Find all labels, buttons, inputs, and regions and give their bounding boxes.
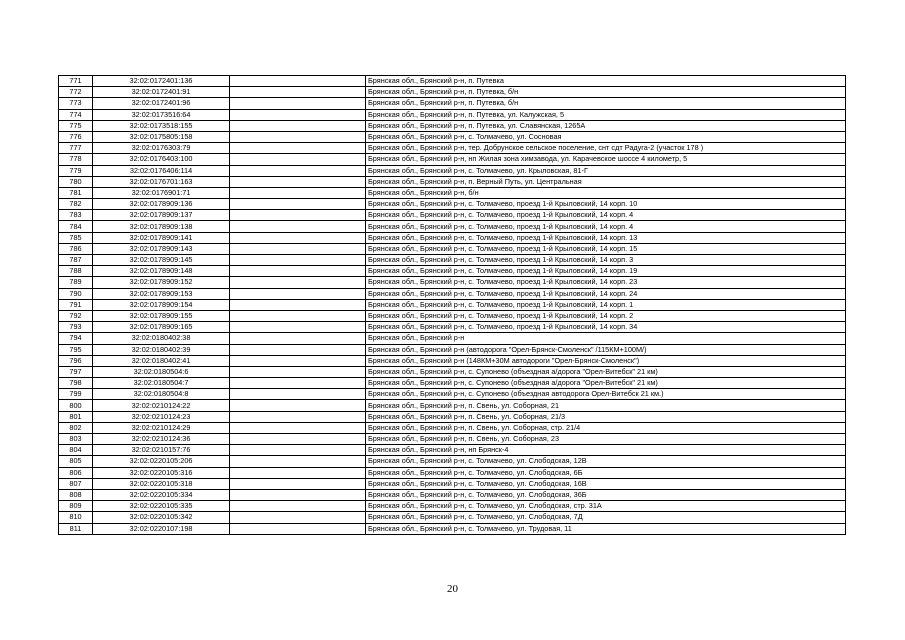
empty-cell: [230, 445, 366, 456]
row-number-cell: 771: [59, 76, 93, 87]
empty-cell: [230, 400, 366, 411]
address-cell: Брянская обл., Брянский р-н (автодорога "Орел-Брянск-Смоленск" /115КМ+100М/): [366, 344, 846, 355]
empty-cell: [230, 288, 366, 299]
cadastral-number-cell: 32:02:0178909:148: [93, 266, 230, 277]
address-cell: Брянская обл., Брянский р-н, с. Толмачево, проезд 1-й Крыловский, 14 корп. 10: [366, 199, 846, 210]
cadastral-number-cell: 32:02:0173518:155: [93, 120, 230, 131]
cadastral-number-cell: 32:02:0220105:334: [93, 489, 230, 500]
empty-cell: [230, 355, 366, 366]
cadastral-number-cell: 32:02:0220107:198: [93, 523, 230, 534]
row-number-cell: 801: [59, 411, 93, 422]
cadastral-number-cell: 32:02:0176403:100: [93, 154, 230, 165]
address-cell: Брянская обл., Брянский р-н, с. Толмачево, ул. Слободская, 7Д: [366, 512, 846, 523]
cadastral-number-cell: 32:02:0220105:342: [93, 512, 230, 523]
empty-cell: [230, 299, 366, 310]
address-cell: Брянская обл., Брянский р-н, с. Супонево (объездная а/дорога "Орел-Витебск" 21 км): [366, 366, 846, 377]
cadastral-number-cell: 32:02:0178909:153: [93, 288, 230, 299]
empty-cell: [230, 143, 366, 154]
cadastral-number-cell: 32:02:0210124:22: [93, 400, 230, 411]
table-row: [59, 255, 846, 266]
row-number-cell: 805: [59, 456, 93, 467]
row-number-cell: 778: [59, 154, 93, 165]
table-row: [59, 176, 846, 187]
address-cell: Брянская обл., Брянский р-н, п. Верный Путь, ул. Центральная: [366, 176, 846, 187]
table-row: [59, 467, 846, 478]
address-cell: Брянская обл., Брянский р-н, п. Свень, ул. Соборная, 21/3: [366, 411, 846, 422]
empty-cell: [230, 87, 366, 98]
empty-cell: [230, 523, 366, 534]
empty-cell: [230, 98, 366, 109]
table-row: [59, 355, 846, 366]
table-row: [59, 389, 846, 400]
empty-cell: [230, 277, 366, 288]
cadastral-number-cell: 32:02:0210124:36: [93, 434, 230, 445]
table-body: [59, 76, 846, 535]
row-number-cell: 792: [59, 310, 93, 321]
address-cell: Брянская обл., Брянский р-н, п. Путевка, ул. Славянская, 1265А: [366, 120, 846, 131]
cadastral-number-cell: 32:02:0178909:152: [93, 277, 230, 288]
empty-cell: [230, 76, 366, 87]
table-row: [59, 489, 846, 500]
row-number-cell: 796: [59, 355, 93, 366]
cadastral-number-cell: 32:02:0178909:141: [93, 232, 230, 243]
empty-cell: [230, 310, 366, 321]
table-row: [59, 378, 846, 389]
table-row: [59, 232, 846, 243]
address-cell: Брянская обл., Брянский р-н, с. Толмачево, проезд 1-й Крыловский, 14 корп. 3: [366, 255, 846, 266]
cadastral-number-cell: 32:02:0220105:335: [93, 501, 230, 512]
table-row: [59, 266, 846, 277]
cadastral-number-cell: 32:02:0178909:145: [93, 255, 230, 266]
address-cell: Брянская обл., Брянский р-н, с. Толмачево, проезд 1-й Крыловский, 14 корп. 23: [366, 277, 846, 288]
row-number-cell: 790: [59, 288, 93, 299]
empty-cell: [230, 333, 366, 344]
table-row: [59, 288, 846, 299]
table-row: [59, 143, 846, 154]
address-cell: Брянская обл., Брянский р-н, с. Толмачево, проезд 1-й Крыловский, 14 корп. 4: [366, 221, 846, 232]
row-number-cell: 780: [59, 176, 93, 187]
address-cell: Брянская обл., Брянский р-н, с. Толмачево, ул. Трудовая, 11: [366, 523, 846, 534]
empty-cell: [230, 434, 366, 445]
address-cell: Брянская обл., Брянский р-н, с. Толмачево, проезд 1-й Крыловский, 14 корп. 24: [366, 288, 846, 299]
empty-cell: [230, 489, 366, 500]
row-number-cell: 794: [59, 333, 93, 344]
row-number-cell: 779: [59, 165, 93, 176]
row-number-cell: 789: [59, 277, 93, 288]
table-row: [59, 243, 846, 254]
cadastral-number-cell: 32:02:0180504:8: [93, 389, 230, 400]
empty-cell: [230, 422, 366, 433]
empty-cell: [230, 187, 366, 198]
table-row: [59, 199, 846, 210]
empty-cell: [230, 221, 366, 232]
cadastral-number-cell: 32:02:0176303:79: [93, 143, 230, 154]
row-number-cell: 776: [59, 131, 93, 142]
row-number-cell: 807: [59, 478, 93, 489]
row-number-cell: 783: [59, 210, 93, 221]
address-cell: Брянская обл., Брянский р-н, п. Свень, ул. Соборная, стр. 21/4: [366, 422, 846, 433]
empty-cell: [230, 109, 366, 120]
table-row: [59, 322, 846, 333]
table-row: [59, 310, 846, 321]
empty-cell: [230, 322, 366, 333]
row-number-cell: 782: [59, 199, 93, 210]
empty-cell: [230, 478, 366, 489]
row-number-cell: 806: [59, 467, 93, 478]
address-cell: Брянская обл., Брянский р-н, п. Путевка: [366, 76, 846, 87]
cadastral-number-cell: 32:02:0210124:29: [93, 422, 230, 433]
empty-cell: [230, 378, 366, 389]
address-cell: Брянская обл., Брянский р-н, п. Свень, ул. Соборная, 23: [366, 434, 846, 445]
row-number-cell: 803: [59, 434, 93, 445]
cadastral-number-cell: 32:02:0178909:143: [93, 243, 230, 254]
cadastral-number-cell: 32:02:0180504:7: [93, 378, 230, 389]
row-number-cell: 777: [59, 143, 93, 154]
table-row: [59, 344, 846, 355]
cadastral-number-cell: 32:02:0178909:154: [93, 299, 230, 310]
address-cell: Брянская обл., Брянский р-н, п. Путевка, ул. Калужская, 5: [366, 109, 846, 120]
cadastral-number-cell: 32:02:0172401:136: [93, 76, 230, 87]
cadastral-number-cell: 32:02:0176901:71: [93, 187, 230, 198]
cadastral-number-cell: 32:02:0172401:91: [93, 87, 230, 98]
table-row: [59, 501, 846, 512]
address-cell: Брянская обл., Брянский р-н, нп Жилая зона химзавода, ул. Карачевское шоссе 4 километр, 5: [366, 154, 846, 165]
table-row: [59, 366, 846, 377]
table-row: [59, 277, 846, 288]
address-cell: Брянская обл., Брянский р-н, с. Толмачево, проезд 1-й Крыловский, 14 корп. 2: [366, 310, 846, 321]
table-row: [59, 210, 846, 221]
cadastral-number-cell: 32:02:0178909:138: [93, 221, 230, 232]
address-cell: Брянская обл., Брянский р-н, с. Толмачево, ул. Сосновая: [366, 131, 846, 142]
row-number-cell: 784: [59, 221, 93, 232]
page-number: 20: [447, 583, 458, 595]
row-number-cell: 774: [59, 109, 93, 120]
table-row: [59, 445, 846, 456]
row-number-cell: 795: [59, 344, 93, 355]
row-number-cell: 810: [59, 512, 93, 523]
empty-cell: [230, 456, 366, 467]
cadastral-number-cell: 32:02:0178909:155: [93, 310, 230, 321]
cadastral-number-cell: 32:02:0178909:136: [93, 199, 230, 210]
address-cell: Брянская обл., Брянский р-н, с. Толмачево, проезд 1-й Крыловский, 14 корп. 13: [366, 232, 846, 243]
cadastral-number-cell: 32:02:0220105:318: [93, 478, 230, 489]
address-cell: Брянская обл., Брянский р-н, с. Толмачево, ул. Слободская, 12В: [366, 456, 846, 467]
address-cell: Брянская обл., Брянский р-н, тер. Добрунское сельское поселение, снт сдт Радуга-2 (участок 178 ): [366, 143, 846, 154]
cadastral-number-cell: 32:02:0173516:64: [93, 109, 230, 120]
table-row: [59, 456, 846, 467]
address-cell: Брянская обл., Брянский р-н, п. Путевка, б/н: [366, 87, 846, 98]
address-cell: Брянская обл., Брянский р-н, с. Супонево (объездная автодорога Орел-Витебск 21 км.): [366, 389, 846, 400]
address-cell: Брянская обл., Брянский р-н, с. Толмачево, ул. Слободская, стр. 31А: [366, 501, 846, 512]
row-number-cell: 798: [59, 378, 93, 389]
address-cell: Брянская обл., Брянский р-н, с. Толмачево, ул. Крыловская, 81-Г: [366, 165, 846, 176]
cadastral-number-cell: 32:02:0178909:137: [93, 210, 230, 221]
cadastral-number-cell: 32:02:0180504:6: [93, 366, 230, 377]
table-row: [59, 87, 846, 98]
empty-cell: [230, 501, 366, 512]
row-number-cell: 811: [59, 523, 93, 534]
address-cell: Брянская обл., Брянский р-н (148КМ+30М автодороги "Орел-Брянск-Смоленск"): [366, 355, 846, 366]
cadastral-number-cell: 32:02:0220105:206: [93, 456, 230, 467]
table-row: [59, 512, 846, 523]
table-row: [59, 154, 846, 165]
address-cell: Брянская обл., Брянский р-н, п. Свень, ул. Соборная, 21: [366, 400, 846, 411]
table-row: [59, 187, 846, 198]
table-row: [59, 76, 846, 87]
table-row: [59, 478, 846, 489]
table-row: [59, 333, 846, 344]
row-number-cell: 775: [59, 120, 93, 131]
address-cell: Брянская обл., Брянский р-н, с. Толмачево, ул. Слободская, 6Б: [366, 467, 846, 478]
table-row: [59, 422, 846, 433]
cadastral-number-cell: 32:02:0210157:76: [93, 445, 230, 456]
table-row: [59, 434, 846, 445]
empty-cell: [230, 366, 366, 377]
cadastral-number-cell: 32:02:0180402:38: [93, 333, 230, 344]
empty-cell: [230, 232, 366, 243]
cadastral-number-cell: 32:02:0176701:163: [93, 176, 230, 187]
row-number-cell: 800: [59, 400, 93, 411]
cadastral-number-cell: 32:02:0180402:39: [93, 344, 230, 355]
table-row: [59, 523, 846, 534]
cadastral-number-cell: 32:02:0210124:23: [93, 411, 230, 422]
row-number-cell: 786: [59, 243, 93, 254]
cadastral-number-cell: 32:02:0178909:165: [93, 322, 230, 333]
cadastral-table: [58, 75, 846, 535]
empty-cell: [230, 512, 366, 523]
row-number-cell: 773: [59, 98, 93, 109]
address-cell: Брянская обл., Брянский р-н, с. Толмачево, проезд 1-й Крыловский, 14 корп. 15: [366, 243, 846, 254]
address-cell: Брянская обл., Брянский р-н, с. Толмачево, проезд 1-й Крыловский, 14 корп. 1: [366, 299, 846, 310]
table-row: [59, 299, 846, 310]
empty-cell: [230, 154, 366, 165]
table-row: [59, 400, 846, 411]
address-cell: Брянская обл., Брянский р-н, п. Путевка, б/н: [366, 98, 846, 109]
cadastral-number-cell: 32:02:0172401:96: [93, 98, 230, 109]
empty-cell: [230, 210, 366, 221]
address-cell: Брянская обл., Брянский р-н, нп Брянск-4: [366, 445, 846, 456]
row-number-cell: 797: [59, 366, 93, 377]
table-row: [59, 109, 846, 120]
address-cell: Брянская обл., Брянский р-н, б/н: [366, 187, 846, 198]
cadastral-number-cell: 32:02:0176406:114: [93, 165, 230, 176]
address-cell: Брянская обл., Брянский р-н: [366, 333, 846, 344]
row-number-cell: 793: [59, 322, 93, 333]
empty-cell: [230, 243, 366, 254]
cadastral-number-cell: 32:02:0220105:316: [93, 467, 230, 478]
empty-cell: [230, 344, 366, 355]
address-cell: Брянская обл., Брянский р-н, с. Толмачево, проезд 1-й Крыловский, 14 корп. 19: [366, 266, 846, 277]
empty-cell: [230, 467, 366, 478]
table-row: [59, 131, 846, 142]
address-cell: Брянская обл., Брянский р-н, с. Толмачево, ул. Слободская, 16В: [366, 478, 846, 489]
table-row: [59, 411, 846, 422]
row-number-cell: 772: [59, 87, 93, 98]
table-row: [59, 98, 846, 109]
empty-cell: [230, 411, 366, 422]
address-cell: Брянская обл., Брянский р-н, с. Толмачево, проезд 1-й Крыловский, 14 корп. 4: [366, 210, 846, 221]
address-cell: Брянская обл., Брянский р-н, с. Толмачево, проезд 1-й Крыловский, 14 корп. 34: [366, 322, 846, 333]
row-number-cell: 788: [59, 266, 93, 277]
row-number-cell: 804: [59, 445, 93, 456]
empty-cell: [230, 165, 366, 176]
empty-cell: [230, 266, 366, 277]
row-number-cell: 799: [59, 389, 93, 400]
table-row: [59, 165, 846, 176]
empty-cell: [230, 389, 366, 400]
empty-cell: [230, 131, 366, 142]
address-cell: Брянская обл., Брянский р-н, с. Супонево (объездная а/дорога "Орел-Витебск" 21 км): [366, 378, 846, 389]
row-number-cell: 802: [59, 422, 93, 433]
address-cell: Брянская обл., Брянский р-н, с. Толмачево, ул. Слободская, 36Б: [366, 489, 846, 500]
row-number-cell: 808: [59, 489, 93, 500]
row-number-cell: 787: [59, 255, 93, 266]
empty-cell: [230, 176, 366, 187]
empty-cell: [230, 120, 366, 131]
table-row: [59, 221, 846, 232]
empty-cell: [230, 199, 366, 210]
table-row: [59, 120, 846, 131]
row-number-cell: 791: [59, 299, 93, 310]
empty-cell: [230, 255, 366, 266]
row-number-cell: 809: [59, 501, 93, 512]
row-number-cell: 781: [59, 187, 93, 198]
cadastral-number-cell: 32:02:0180402:41: [93, 355, 230, 366]
row-number-cell: 785: [59, 232, 93, 243]
cadastral-number-cell: 32:02:0175805:158: [93, 131, 230, 142]
